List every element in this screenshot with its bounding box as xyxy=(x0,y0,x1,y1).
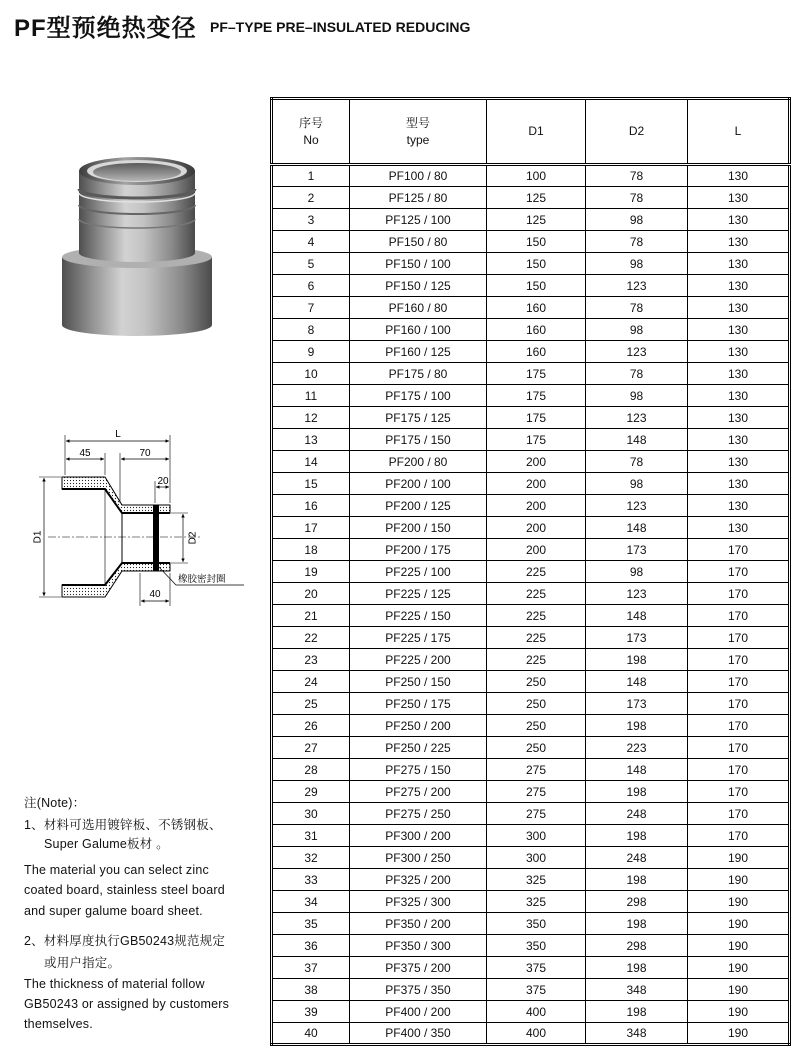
spec-table xyxy=(270,97,791,1046)
cell-no: 35 xyxy=(272,913,350,935)
header-d2: D2 xyxy=(586,99,688,165)
table-row xyxy=(272,627,790,649)
rubber-seal-ring xyxy=(153,505,159,571)
cell-d2: 173 xyxy=(586,539,688,561)
cell-no: 36 xyxy=(272,935,350,957)
cell-l: 130 xyxy=(688,495,790,517)
cell-no: 25 xyxy=(272,693,350,715)
page-title: PF型预绝热变径 xyxy=(14,15,197,42)
cell-no: 39 xyxy=(272,1001,350,1023)
cell-no: 28 xyxy=(272,759,350,781)
cell-d1: 200 xyxy=(487,539,586,561)
cell-no: 13 xyxy=(272,429,350,451)
seal-label: 橡胶密封圈 xyxy=(178,574,226,585)
cell-d2: 148 xyxy=(586,605,688,627)
reducer-photo xyxy=(55,145,220,340)
cell-l: 190 xyxy=(688,957,790,979)
cell-type: PF275 / 250 xyxy=(350,803,487,825)
cell-no: 16 xyxy=(272,495,350,517)
note-line: and super galume board sheet. xyxy=(24,904,203,918)
cell-no: 7 xyxy=(272,297,350,319)
cell-d1: 400 xyxy=(487,1001,586,1023)
table-row xyxy=(272,869,790,891)
cell-d2: 78 xyxy=(586,231,688,253)
cell-l: 170 xyxy=(688,759,790,781)
cell-l: 170 xyxy=(688,781,790,803)
cell-no: 29 xyxy=(272,781,350,803)
cell-d1: 175 xyxy=(487,429,586,451)
cell-no: 20 xyxy=(272,583,350,605)
note-line: 2、材料厚度执行GB50243规范规定 xyxy=(24,934,226,948)
cell-type: PF275 / 200 xyxy=(350,781,487,803)
cell-no: 1 xyxy=(272,165,350,187)
cell-no: 5 xyxy=(272,253,350,275)
cell-no: 23 xyxy=(272,649,350,671)
cell-d2: 173 xyxy=(586,693,688,715)
cell-type: PF325 / 200 xyxy=(350,869,487,891)
table-row xyxy=(272,385,790,407)
cell-l: 130 xyxy=(688,209,790,231)
cell-d2: 78 xyxy=(586,187,688,209)
cell-l: 170 xyxy=(688,693,790,715)
cell-type: PF300 / 250 xyxy=(350,847,487,869)
cell-no: 40 xyxy=(272,1023,350,1045)
dimension-drawing xyxy=(30,425,270,610)
note-line: GB50243 or assigned by customers xyxy=(24,997,230,1011)
cell-type: PF375 / 350 xyxy=(350,979,487,1001)
cell-d2: 148 xyxy=(586,671,688,693)
cell-l: 130 xyxy=(688,363,790,385)
header-no-en: No xyxy=(303,132,319,147)
table-row xyxy=(272,605,790,627)
cell-d1: 325 xyxy=(487,891,586,913)
cell-d2: 348 xyxy=(586,979,688,1001)
cell-type: PF150 / 125 xyxy=(350,275,487,297)
table-row xyxy=(272,715,790,737)
cell-l: 170 xyxy=(688,671,790,693)
cell-d2: 78 xyxy=(586,451,688,473)
cell-d1: 400 xyxy=(487,1023,586,1045)
notes-heading: 注(Note)： xyxy=(24,796,86,810)
cell-d1: 350 xyxy=(487,913,586,935)
note-line: 1、材料可选用镀锌板、不锈钢板、 xyxy=(24,818,222,832)
table-row xyxy=(272,517,790,539)
cell-d1: 200 xyxy=(487,495,586,517)
table-row xyxy=(272,1023,790,1045)
header-no xyxy=(272,99,350,165)
cell-d2: 148 xyxy=(586,759,688,781)
cell-l: 170 xyxy=(688,649,790,671)
cell-type: PF150 / 80 xyxy=(350,231,487,253)
cell-no: 6 xyxy=(272,275,350,297)
cell-l: 190 xyxy=(688,1001,790,1023)
cell-type: PF275 / 150 xyxy=(350,759,487,781)
cell-d1: 250 xyxy=(487,737,586,759)
cell-l: 190 xyxy=(688,891,790,913)
cell-type: PF350 / 300 xyxy=(350,935,487,957)
cell-type: PF125 / 100 xyxy=(350,209,487,231)
cell-type: PF250 / 175 xyxy=(350,693,487,715)
table-row xyxy=(272,759,790,781)
cell-l: 170 xyxy=(688,561,790,583)
table-row xyxy=(272,231,790,253)
cell-d2: 298 xyxy=(586,891,688,913)
table-row xyxy=(272,341,790,363)
note-line: Super Galume板材 。 xyxy=(44,837,169,851)
cell-d2: 248 xyxy=(586,803,688,825)
table-row xyxy=(272,319,790,341)
cell-d2: 198 xyxy=(586,715,688,737)
table-row xyxy=(272,473,790,495)
cell-no: 30 xyxy=(272,803,350,825)
cell-l: 130 xyxy=(688,231,790,253)
cell-type: PF160 / 100 xyxy=(350,319,487,341)
cell-d2: 123 xyxy=(586,275,688,297)
cell-type: PF350 / 200 xyxy=(350,913,487,935)
cell-no: 32 xyxy=(272,847,350,869)
dim-label-70: 70 xyxy=(139,448,151,459)
table-row xyxy=(272,583,790,605)
cell-no: 33 xyxy=(272,869,350,891)
cell-d1: 150 xyxy=(487,275,586,297)
cell-l: 130 xyxy=(688,187,790,209)
table-row xyxy=(272,649,790,671)
header-no-cn: 序号 xyxy=(298,115,323,130)
cell-type: PF250 / 200 xyxy=(350,715,487,737)
cell-d2: 98 xyxy=(586,253,688,275)
cell-type: PF200 / 100 xyxy=(350,473,487,495)
cell-l: 170 xyxy=(688,715,790,737)
cell-d1: 100 xyxy=(487,165,586,187)
cell-d1: 225 xyxy=(487,561,586,583)
cell-d1: 225 xyxy=(487,583,586,605)
cell-l: 130 xyxy=(688,275,790,297)
cell-type: PF160 / 80 xyxy=(350,297,487,319)
cell-no: 38 xyxy=(272,979,350,1001)
table-row xyxy=(272,495,790,517)
cell-d2: 223 xyxy=(586,737,688,759)
cell-no: 9 xyxy=(272,341,350,363)
table-row xyxy=(272,891,790,913)
cell-no: 31 xyxy=(272,825,350,847)
table-row xyxy=(272,253,790,275)
table-row xyxy=(272,803,790,825)
header-l: L xyxy=(688,99,790,165)
cell-d1: 325 xyxy=(487,869,586,891)
cell-d2: 98 xyxy=(586,473,688,495)
cell-d1: 160 xyxy=(487,297,586,319)
cell-l: 170 xyxy=(688,803,790,825)
cell-type: PF175 / 125 xyxy=(350,407,487,429)
cell-l: 130 xyxy=(688,385,790,407)
cell-type: PF250 / 150 xyxy=(350,671,487,693)
cell-type: PF200 / 80 xyxy=(350,451,487,473)
cell-d1: 200 xyxy=(487,451,586,473)
cell-d1: 125 xyxy=(487,209,586,231)
cell-l: 130 xyxy=(688,473,790,495)
cell-l: 190 xyxy=(688,847,790,869)
cell-no: 21 xyxy=(272,605,350,627)
table-row xyxy=(272,429,790,451)
cell-l: 170 xyxy=(688,583,790,605)
table-row xyxy=(272,957,790,979)
cell-d2: 298 xyxy=(586,935,688,957)
cell-d1: 200 xyxy=(487,473,586,495)
cell-d1: 375 xyxy=(487,979,586,1001)
cell-d1: 175 xyxy=(487,407,586,429)
table-row xyxy=(272,1001,790,1023)
cell-l: 130 xyxy=(688,165,790,187)
cell-type: PF200 / 175 xyxy=(350,539,487,561)
dim-label-45: 45 xyxy=(79,448,91,459)
cell-l: 190 xyxy=(688,935,790,957)
cell-l: 130 xyxy=(688,297,790,319)
table-header xyxy=(272,99,790,165)
cell-no: 37 xyxy=(272,957,350,979)
cell-d2: 348 xyxy=(586,1023,688,1045)
cell-no: 2 xyxy=(272,187,350,209)
page-subtitle: PF–TYPE PRE–INSULATED REDUCING xyxy=(210,19,471,35)
cell-no: 8 xyxy=(272,319,350,341)
cell-type: PF400 / 350 xyxy=(350,1023,487,1045)
cell-type: PF375 / 200 xyxy=(350,957,487,979)
cell-d2: 198 xyxy=(586,913,688,935)
cell-l: 130 xyxy=(688,451,790,473)
cell-d2: 98 xyxy=(586,561,688,583)
note-line: 或用户指定。 xyxy=(44,956,121,970)
header-type xyxy=(350,99,487,165)
cell-no: 18 xyxy=(272,539,350,561)
cell-d1: 175 xyxy=(487,363,586,385)
cell-no: 17 xyxy=(272,517,350,539)
cell-d1: 275 xyxy=(487,803,586,825)
table-row xyxy=(272,737,790,759)
cell-l: 190 xyxy=(688,1023,790,1045)
cell-l: 170 xyxy=(688,605,790,627)
table-row xyxy=(272,363,790,385)
cell-no: 22 xyxy=(272,627,350,649)
cell-d1: 250 xyxy=(487,715,586,737)
table-row xyxy=(272,561,790,583)
cell-d1: 350 xyxy=(487,935,586,957)
cell-d1: 225 xyxy=(487,649,586,671)
cell-d2: 78 xyxy=(586,165,688,187)
dim-label-20: 20 xyxy=(157,476,169,487)
cell-no: 4 xyxy=(272,231,350,253)
table-body xyxy=(272,165,790,1045)
cell-l: 170 xyxy=(688,825,790,847)
table-row xyxy=(272,451,790,473)
cell-no: 26 xyxy=(272,715,350,737)
cell-d1: 150 xyxy=(487,253,586,275)
cell-d1: 250 xyxy=(487,671,586,693)
cell-type: PF225 / 125 xyxy=(350,583,487,605)
cell-type: PF175 / 80 xyxy=(350,363,487,385)
cell-type: PF400 / 200 xyxy=(350,1001,487,1023)
cell-d2: 173 xyxy=(586,627,688,649)
cell-l: 130 xyxy=(688,407,790,429)
dim-label-40: 40 xyxy=(149,589,161,600)
table-row xyxy=(272,847,790,869)
note-line: The material you can select zinc xyxy=(24,863,209,877)
cell-l: 170 xyxy=(688,737,790,759)
cell-d2: 198 xyxy=(586,649,688,671)
cell-type: PF200 / 150 xyxy=(350,517,487,539)
cell-d2: 123 xyxy=(586,341,688,363)
cell-d2: 198 xyxy=(586,781,688,803)
cell-l: 170 xyxy=(688,539,790,561)
cell-type: PF325 / 300 xyxy=(350,891,487,913)
cell-d2: 148 xyxy=(586,429,688,451)
cell-d1: 275 xyxy=(487,759,586,781)
cell-l: 190 xyxy=(688,913,790,935)
cell-l: 130 xyxy=(688,253,790,275)
cell-d1: 300 xyxy=(487,825,586,847)
cell-d2: 198 xyxy=(586,869,688,891)
note-line: themselves. xyxy=(24,1017,93,1031)
cell-no: 3 xyxy=(272,209,350,231)
table-row xyxy=(272,165,790,187)
cell-d2: 198 xyxy=(586,957,688,979)
header-type-cn: 型号 xyxy=(405,115,430,130)
cell-no: 12 xyxy=(272,407,350,429)
table-row xyxy=(272,187,790,209)
cell-d1: 225 xyxy=(487,605,586,627)
table-row xyxy=(272,825,790,847)
table-row xyxy=(272,781,790,803)
table-row xyxy=(272,275,790,297)
table-row xyxy=(272,407,790,429)
cell-l: 130 xyxy=(688,341,790,363)
dim-label-L: L xyxy=(115,429,121,440)
cell-d2: 198 xyxy=(586,1001,688,1023)
cell-d1: 175 xyxy=(487,385,586,407)
cell-d2: 78 xyxy=(586,363,688,385)
dim-label-D1: D1 xyxy=(32,530,44,544)
cell-l: 190 xyxy=(688,979,790,1001)
cell-d1: 125 xyxy=(487,187,586,209)
cell-type: PF225 / 200 xyxy=(350,649,487,671)
dim-label-D2: D2 xyxy=(187,531,199,545)
cell-d2: 198 xyxy=(586,825,688,847)
cell-type: PF225 / 150 xyxy=(350,605,487,627)
cell-no: 15 xyxy=(272,473,350,495)
table-row xyxy=(272,693,790,715)
cell-type: PF175 / 150 xyxy=(350,429,487,451)
reducer-opening xyxy=(79,157,195,185)
cell-d1: 375 xyxy=(487,957,586,979)
cell-d1: 225 xyxy=(487,627,586,649)
cell-no: 11 xyxy=(272,385,350,407)
cell-type: PF100 / 80 xyxy=(350,165,487,187)
cell-type: PF150 / 100 xyxy=(350,253,487,275)
cell-l: 130 xyxy=(688,319,790,341)
table-row xyxy=(272,539,790,561)
cell-type: PF200 / 125 xyxy=(350,495,487,517)
cell-no: 10 xyxy=(272,363,350,385)
cell-no: 27 xyxy=(272,737,350,759)
cell-d2: 148 xyxy=(586,517,688,539)
cell-type: PF225 / 175 xyxy=(350,627,487,649)
header-type-en: type xyxy=(406,132,430,147)
cell-d1: 150 xyxy=(487,231,586,253)
header-d1: D1 xyxy=(487,99,586,165)
cell-no: 24 xyxy=(272,671,350,693)
cell-no: 34 xyxy=(272,891,350,913)
cell-l: 130 xyxy=(688,429,790,451)
note-line: coated board, stainless steel board xyxy=(24,883,225,897)
cell-type: PF250 / 225 xyxy=(350,737,487,759)
cell-no: 14 xyxy=(272,451,350,473)
table-row xyxy=(272,979,790,1001)
cell-type: PF300 / 200 xyxy=(350,825,487,847)
cell-d2: 123 xyxy=(586,407,688,429)
cell-d1: 160 xyxy=(487,319,586,341)
cell-d2: 98 xyxy=(586,385,688,407)
cell-type: PF225 / 100 xyxy=(350,561,487,583)
cell-d2: 98 xyxy=(586,209,688,231)
table-row xyxy=(272,209,790,231)
cell-d1: 160 xyxy=(487,341,586,363)
cell-d2: 123 xyxy=(586,583,688,605)
cell-d2: 98 xyxy=(586,319,688,341)
cell-d2: 248 xyxy=(586,847,688,869)
table-row xyxy=(272,297,790,319)
cell-l: 130 xyxy=(688,517,790,539)
table-row xyxy=(272,935,790,957)
cell-l: 190 xyxy=(688,869,790,891)
cell-l: 170 xyxy=(688,627,790,649)
note-line: The thickness of material follow xyxy=(24,977,205,991)
cell-d1: 275 xyxy=(487,781,586,803)
cell-type: PF160 / 125 xyxy=(350,341,487,363)
table-row xyxy=(272,671,790,693)
cell-no: 19 xyxy=(272,561,350,583)
cell-d1: 250 xyxy=(487,693,586,715)
header-row xyxy=(272,99,790,165)
cell-type: PF125 / 80 xyxy=(350,187,487,209)
cell-type: PF175 / 100 xyxy=(350,385,487,407)
table-row xyxy=(272,913,790,935)
cell-d2: 123 xyxy=(586,495,688,517)
cell-d1: 300 xyxy=(487,847,586,869)
cell-d2: 78 xyxy=(586,297,688,319)
cell-d1: 200 xyxy=(487,517,586,539)
